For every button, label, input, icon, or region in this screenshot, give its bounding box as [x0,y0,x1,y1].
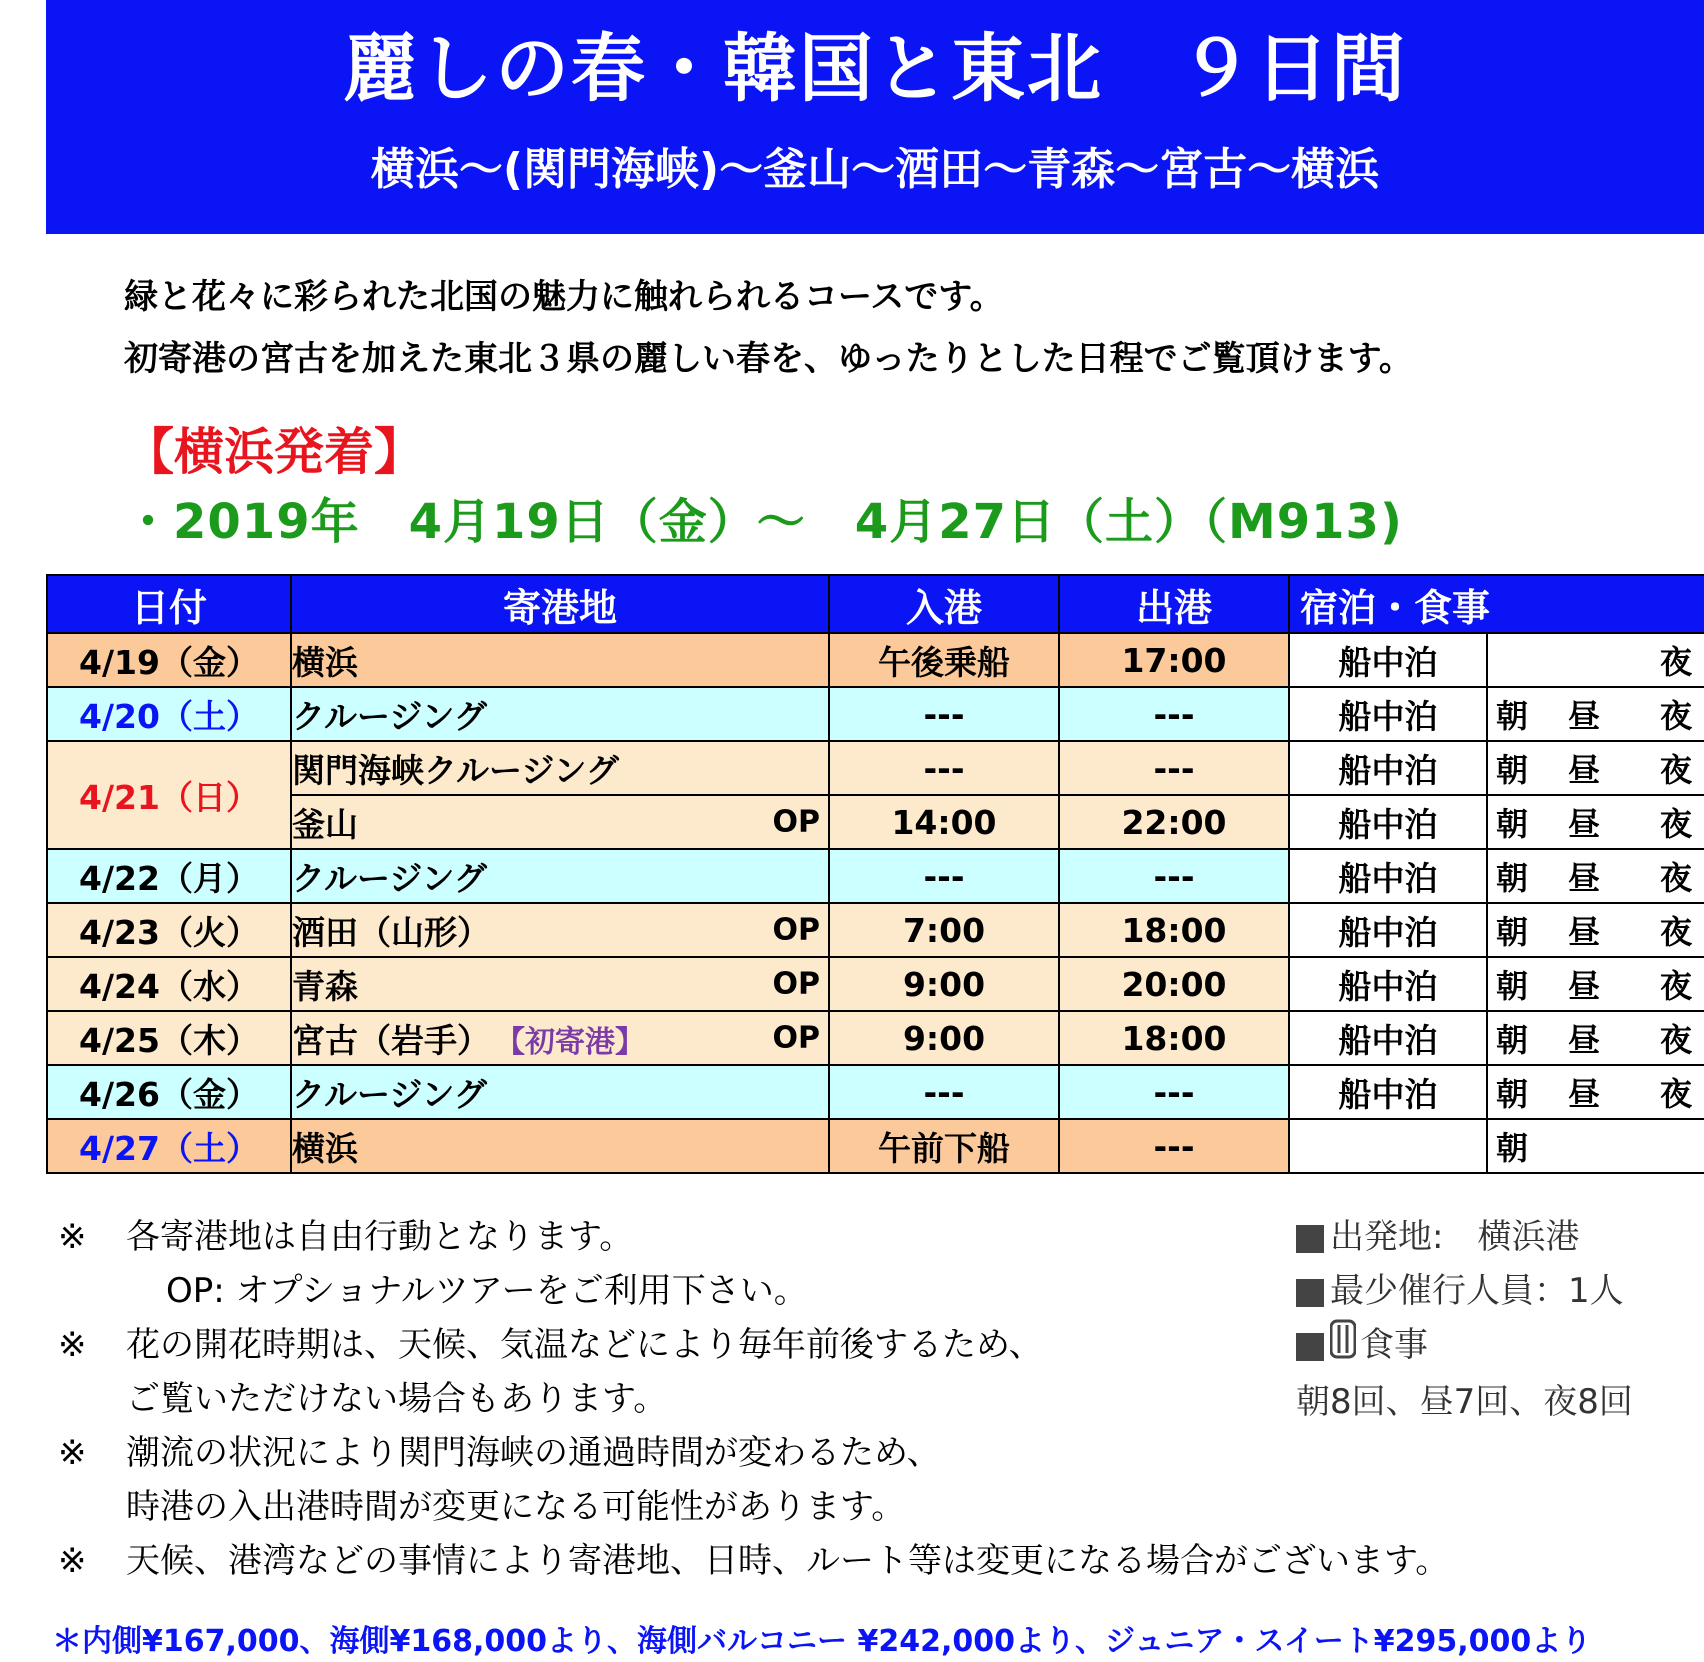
depart-cell: 20:00 [1059,957,1289,1011]
fork-knife-icon [1330,1319,1356,1375]
arrive-cell: 午後乗船 [829,633,1059,687]
stay-cell: 船中泊 [1289,741,1487,795]
note-mark: ※ [58,1433,87,1473]
meals-label: 食事 [1360,1325,1428,1365]
note-mark: ※ [58,1325,87,1365]
port-name: 横浜 [292,1128,358,1168]
note-text: 時港の入出港時間が変更になる可能性があります。 [126,1487,906,1527]
port-cell [291,1011,829,1065]
meals-cell [1487,1119,1704,1173]
note-text: OP: オプショナルツアーをご利用下さい。 [166,1271,808,1311]
meal-lunch: 昼 [1568,967,1601,1005]
date-cell: 4/21（日） [47,741,291,849]
table-row [47,633,1704,687]
note-text: 花の開花時期は、天候、気温などにより毎年前後するため、 [126,1325,1043,1365]
optional-tour-badge: OP [772,966,820,1002]
depart-cell: ‐‐‐ [1059,741,1289,795]
square-bullet-icon [1296,1225,1324,1253]
meals-cell [1487,957,1704,1011]
meal-dinner: 夜 [1660,1021,1693,1059]
port-cell [291,1065,829,1119]
intro-line-2: 初寄港の宮古を加えた東北３県の麗しい春を、ゆったりとした日程でご覧頂けます。 [124,339,1413,379]
depart-cell: 17:00 [1059,633,1289,687]
stay-cell: 船中泊 [1289,1065,1487,1119]
route-subtitle: 横浜～(関門海峡)～釜山～酒田～青森～宮古～横浜 [370,144,1380,195]
tour-dates: ・2019年 4月19日（金）～ 4月27日（土）（M913) [124,494,1403,550]
port-cell [291,795,829,849]
meal-lunch: 昼 [1568,859,1601,897]
port-name: 酒田（山形） [292,912,490,952]
meal-lunch: 昼 [1568,805,1601,843]
meal-breakfast: 朝 [1496,1075,1529,1113]
meal-breakfast: 朝 [1496,913,1529,951]
meals-cell [1487,1065,1704,1119]
note-text: ご覧いただけない場合もあります。 [126,1379,668,1419]
table-row [47,687,1704,741]
meal-dinner: 夜 [1660,1075,1693,1113]
port-cell [291,1119,829,1173]
note-item [58,1210,1449,1318]
note-mark: ※ [58,1541,87,1581]
optional-tour-badge: OP [772,1020,820,1056]
table-row [47,849,1704,903]
port-cell [291,957,829,1011]
date-cell: 4/19（金） [47,633,291,687]
arrive-cell: 午前下船 [829,1119,1059,1173]
stay-cell: 船中泊 [1289,903,1487,957]
depart-cell: 18:00 [1059,903,1289,957]
first-call-tag: 【初寄港】 [510,1024,645,1060]
meal-dinner: 夜 [1660,697,1693,735]
meal-breakfast: 朝 [1496,805,1529,843]
arrive-cell: ‐‐‐ [829,849,1059,903]
meals-cell [1487,849,1704,903]
date-cell: 4/27（土） [47,1119,291,1173]
port-name: 釜山 [292,804,358,844]
depart-cell: ‐‐‐ [1059,1119,1289,1173]
depart-cell: ‐‐‐ [1059,849,1289,903]
meal-lunch: 昼 [1568,1075,1601,1113]
note-text: 各寄港地は自由行動となります。 [126,1217,634,1257]
meals-cell [1487,1011,1704,1065]
section-label: 【横浜発着】 [124,423,424,481]
depart-cell: ‐‐‐ [1059,1065,1289,1119]
port-name: クルージング [292,696,487,736]
table-header-row [47,575,1704,633]
port-name: 関門海峡クルージング [292,750,619,790]
date-cell: 4/20（土） [47,687,291,741]
port-name: 横浜 [292,642,358,682]
meals-count: 朝8回、昼7回、夜8回 [1296,1381,1633,1422]
meal-dinner: 夜 [1660,805,1693,843]
schedule-table [46,574,1704,1174]
arrive-cell: ‐‐‐ [829,687,1059,741]
header-arrive: 入港 [829,575,1059,633]
table-row [47,957,1704,1011]
notes-section [58,1210,1449,1588]
meal-dinner: 夜 [1660,643,1693,681]
note-item [58,1426,1449,1534]
meal-dinner: 夜 [1660,751,1693,789]
meals-cell [1487,903,1704,957]
meals-info [1296,1318,1633,1375]
meal-lunch: 昼 [1568,751,1601,789]
table-row [47,903,1704,957]
date-cell: 4/24（水） [47,957,291,1011]
optional-tour-badge: OP [772,804,820,840]
port-name: 青森 [292,966,358,1006]
optional-tour-badge: OP [772,912,820,948]
arrive-cell: 9:00 [829,1011,1059,1065]
port-cell [291,903,829,957]
date-cell: 4/23（火） [47,903,291,957]
meals-cell [1487,687,1704,741]
meal-breakfast: 朝 [1496,751,1529,789]
intro-line-1: 緑と花々に彩られた北国の魅力に触れられるコースです。 [124,277,1004,317]
depart-cell: 22:00 [1059,795,1289,849]
table-row [47,741,1704,795]
stay-cell: 船中泊 [1289,849,1487,903]
date-cell: 4/25（木） [47,1011,291,1065]
port-name: 宮古（岩手） [292,1020,490,1060]
header-port: 寄港地 [291,575,829,633]
note-text: 潮流の状況により関門海峡の通過時間が変わるため、 [126,1433,941,1473]
stay-cell: 船中泊 [1289,795,1487,849]
header-depart: 出港 [1059,575,1289,633]
meal-dinner: 夜 [1660,913,1693,951]
meal-breakfast: 朝 [1496,1021,1529,1059]
meal-breakfast: 朝 [1496,967,1529,1005]
depart-cell: ‐‐‐ [1059,687,1289,741]
note-text: 天候、港湾などの事情により寄港地、日時、ルート等は変更になる場合がございます。 [126,1541,1450,1581]
date-cell: 4/22（月） [47,849,291,903]
header-stay: 宿泊・食事 [1289,575,1704,633]
stay-cell: 船中泊 [1289,633,1487,687]
tour-info [1296,1210,1633,1429]
port-cell [291,849,829,903]
table-row [47,795,1704,849]
page-title: 麗しの春・韓国と東北 ９日間 [343,26,1407,112]
minimum-info [1296,1264,1633,1318]
arrive-cell: ‐‐‐ [829,1065,1059,1119]
stay-cell: 船中泊 [1289,687,1487,741]
square-bullet-icon [1296,1279,1324,1307]
date-cell: 4/26（金） [47,1065,291,1119]
note-item [58,1534,1449,1588]
arrive-cell: ‐‐‐ [829,741,1059,795]
square-bullet-icon [1296,1333,1324,1361]
table-row [47,1119,1704,1173]
minimum-text: 最少催行人員：1人 [1330,1271,1624,1311]
meal-lunch: 昼 [1568,913,1601,951]
stay-cell [1289,1119,1487,1173]
table-row [47,1011,1704,1065]
title-banner [46,0,1704,234]
meals-cell [1487,795,1704,849]
header-date: 日付 [47,575,291,633]
arrive-cell: 9:00 [829,957,1059,1011]
meals-cell [1487,741,1704,795]
departure-info [1296,1210,1633,1264]
meals-cell [1487,633,1704,687]
meal-breakfast: 朝 [1496,1129,1529,1167]
depart-cell: 18:00 [1059,1011,1289,1065]
arrive-cell: 14:00 [829,795,1059,849]
intro-text [124,266,1413,390]
meal-dinner: 夜 [1660,967,1693,1005]
arrive-cell: 7:00 [829,903,1059,957]
note-item [58,1318,1449,1426]
stay-cell: 船中泊 [1289,1011,1487,1065]
note-mark: ※ [58,1217,87,1257]
port-name: クルージング [292,1074,487,1114]
table-row [47,1065,1704,1119]
meal-breakfast: 朝 [1496,859,1529,897]
stay-cell: 船中泊 [1289,957,1487,1011]
price-line: ＊内側¥167,000、海側¥168,000より、海側バルコニー ¥242,000より、ジュニア・スイート¥295,000より [52,1624,1592,1659]
port-cell [291,633,829,687]
meal-lunch: 昼 [1568,1021,1601,1059]
meal-breakfast: 朝 [1496,697,1529,735]
port-name: クルージング [292,858,487,898]
meal-lunch: 昼 [1568,697,1601,735]
port-cell [291,687,829,741]
departure-text: 出発地: 横浜港 [1330,1217,1580,1257]
meal-dinner: 夜 [1660,859,1693,897]
port-cell [291,741,829,795]
